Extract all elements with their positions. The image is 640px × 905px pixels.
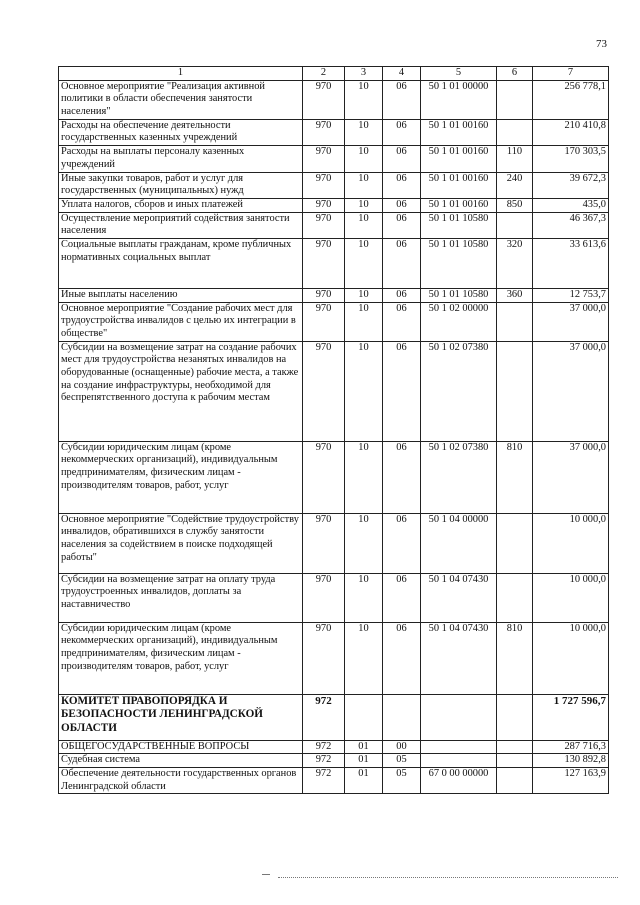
row-amount: 287 716,3 bbox=[533, 740, 609, 754]
row-subsection-code: 00 bbox=[383, 740, 421, 754]
row-name: Расходы на выплаты персоналу казенных учреждений bbox=[59, 146, 303, 172]
row-amount: 37 000,0 bbox=[533, 302, 609, 341]
table-row bbox=[59, 441, 609, 513]
row-amount: 10 000,0 bbox=[533, 573, 609, 622]
row-amount: 10 000,0 bbox=[533, 513, 609, 573]
row-name: Обеспечение деятельности государственных органов Ленинградской области bbox=[59, 768, 303, 794]
table-row bbox=[59, 740, 609, 754]
row-section-code: 10 bbox=[345, 80, 383, 119]
row-ministry-code: 972 bbox=[303, 740, 345, 754]
header-col-2: 2 bbox=[303, 67, 345, 81]
row-name: Иные закупки товаров, работ и услуг для государственных (муниципальных) нужд bbox=[59, 172, 303, 198]
row-name: Уплата налогов, сборов и иных платежей bbox=[59, 198, 303, 212]
row-section-code: 10 bbox=[345, 172, 383, 198]
row-ministry-code: 970 bbox=[303, 622, 345, 694]
row-name: Основное мероприятие "Реализация активной политики в области обеспечения занятости населения" bbox=[59, 80, 303, 119]
row-subsection-code: 06 bbox=[383, 238, 421, 288]
row-section-code: 10 bbox=[345, 288, 383, 302]
row-subsection-code: 05 bbox=[383, 754, 421, 768]
row-amount: 210 410,8 bbox=[533, 119, 609, 145]
header-col-7: 7 bbox=[533, 67, 609, 81]
row-expense-type: 810 bbox=[497, 441, 533, 513]
row-expense-type bbox=[497, 80, 533, 119]
row-name: Основное мероприятие "Создание рабочих мест для трудоустройства инвалидов с целью их интеграции в обществе" bbox=[59, 302, 303, 341]
row-subsection-code: 06 bbox=[383, 119, 421, 145]
row-target-article: 50 1 01 00160 bbox=[421, 198, 497, 212]
table-row bbox=[59, 768, 609, 794]
header-row bbox=[59, 67, 609, 81]
row-ministry-code: 970 bbox=[303, 441, 345, 513]
row-target-article: 50 1 01 00160 bbox=[421, 172, 497, 198]
row-name: Социальные выплаты гражданам, кроме публичных нормативных социальных выплат bbox=[59, 238, 303, 288]
row-target-article: 50 1 04 07430 bbox=[421, 573, 497, 622]
row-ministry-code: 970 bbox=[303, 119, 345, 145]
row-expense-type: 240 bbox=[497, 172, 533, 198]
row-target-article: 50 1 04 00000 bbox=[421, 513, 497, 573]
row-subsection-code: 06 bbox=[383, 341, 421, 441]
page-number: 73 bbox=[596, 38, 607, 50]
row-section-code: 10 bbox=[345, 238, 383, 288]
row-ministry-code: 970 bbox=[303, 198, 345, 212]
row-amount: 12 753,7 bbox=[533, 288, 609, 302]
row-section-code: 01 bbox=[345, 754, 383, 768]
table-row bbox=[59, 119, 609, 145]
row-target-article: 50 1 01 10580 bbox=[421, 212, 497, 238]
row-ministry-code: 972 bbox=[303, 768, 345, 794]
row-subsection-code: 06 bbox=[383, 622, 421, 694]
table-row bbox=[59, 146, 609, 172]
row-ministry-code: 970 bbox=[303, 80, 345, 119]
row-subsection-code: 06 bbox=[383, 212, 421, 238]
row-ministry-code: 970 bbox=[303, 302, 345, 341]
row-ministry-code: 970 bbox=[303, 212, 345, 238]
row-subsection-code: 05 bbox=[383, 768, 421, 794]
row-name: КОМИТЕТ ПРАВОПОРЯДКА И БЕЗОПАСНОСТИ ЛЕНИНГРАДСКОЙ ОБЛАСТИ bbox=[59, 694, 303, 740]
row-ministry-code: 970 bbox=[303, 288, 345, 302]
header-col-1: 1 bbox=[59, 67, 303, 81]
row-section-code: 10 bbox=[345, 341, 383, 441]
row-section-code: 10 bbox=[345, 302, 383, 341]
row-subsection-code: 06 bbox=[383, 573, 421, 622]
row-section-code: 10 bbox=[345, 513, 383, 573]
row-expense-type bbox=[497, 212, 533, 238]
bottom-mark bbox=[262, 874, 270, 875]
row-section-code: 10 bbox=[345, 198, 383, 212]
row-target-article: 50 1 02 07380 bbox=[421, 341, 497, 441]
row-subsection-code: 06 bbox=[383, 198, 421, 212]
row-target-article: 50 1 01 10580 bbox=[421, 238, 497, 288]
row-expense-type bbox=[497, 341, 533, 441]
row-amount: 435,0 bbox=[533, 198, 609, 212]
row-subsection-code: 06 bbox=[383, 146, 421, 172]
row-expense-type: 850 bbox=[497, 198, 533, 212]
row-target-article bbox=[421, 754, 497, 768]
table-row bbox=[59, 341, 609, 441]
row-target-article: 50 1 02 00000 bbox=[421, 302, 497, 341]
row-name: Субсидии на возмещение затрат на оплату труда трудоустроенных инвалидов, доплаты за наставничество bbox=[59, 573, 303, 622]
row-target-article: 50 1 01 00000 bbox=[421, 80, 497, 119]
row-subsection-code bbox=[383, 694, 421, 740]
budget-table bbox=[58, 66, 609, 794]
table-row bbox=[59, 754, 609, 768]
row-section-code: 01 bbox=[345, 740, 383, 754]
row-target-article: 50 1 01 00160 bbox=[421, 119, 497, 145]
table-row bbox=[59, 212, 609, 238]
row-ministry-code: 970 bbox=[303, 146, 345, 172]
table-row bbox=[59, 198, 609, 212]
row-amount: 46 367,3 bbox=[533, 212, 609, 238]
row-amount: 10 000,0 bbox=[533, 622, 609, 694]
row-amount: 130 892,8 bbox=[533, 754, 609, 768]
row-expense-type bbox=[497, 513, 533, 573]
row-amount: 1 727 596,7 bbox=[533, 694, 609, 740]
header-col-6: 6 bbox=[497, 67, 533, 81]
row-subsection-code: 06 bbox=[383, 513, 421, 573]
row-section-code: 10 bbox=[345, 212, 383, 238]
row-expense-type: 320 bbox=[497, 238, 533, 288]
row-target-article: 50 1 02 07380 bbox=[421, 441, 497, 513]
row-target-article: 50 1 01 00160 bbox=[421, 146, 497, 172]
row-name: Судебная система bbox=[59, 754, 303, 768]
row-subsection-code: 06 bbox=[383, 172, 421, 198]
row-expense-type bbox=[497, 740, 533, 754]
table-row bbox=[59, 172, 609, 198]
row-amount: 33 613,6 bbox=[533, 238, 609, 288]
row-expense-type: 360 bbox=[497, 288, 533, 302]
row-name: Основное мероприятие "Содействие трудоустройству инвалидов, обратившихся в службу занятости населения за содействием в поиске подходящей работы" bbox=[59, 513, 303, 573]
row-ministry-code: 970 bbox=[303, 238, 345, 288]
row-expense-type bbox=[497, 768, 533, 794]
row-amount: 37 000,0 bbox=[533, 341, 609, 441]
header-col-5: 5 bbox=[421, 67, 497, 81]
row-amount: 39 672,3 bbox=[533, 172, 609, 198]
row-ministry-code: 970 bbox=[303, 172, 345, 198]
row-subsection-code: 06 bbox=[383, 441, 421, 513]
row-name: Субсидии юридическим лицам (кроме некоммерческих организаций), индивидуальным предпринимателям, физическим лицам - производителям товаров, работ, услуг bbox=[59, 622, 303, 694]
row-amount: 170 303,5 bbox=[533, 146, 609, 172]
row-amount: 127 163,9 bbox=[533, 768, 609, 794]
row-section-code bbox=[345, 694, 383, 740]
header-col-4: 4 bbox=[383, 67, 421, 81]
bottom-line bbox=[278, 877, 618, 878]
row-expense-type bbox=[497, 119, 533, 145]
row-section-code: 10 bbox=[345, 573, 383, 622]
row-subsection-code: 06 bbox=[383, 80, 421, 119]
row-target-article: 50 1 04 07430 bbox=[421, 622, 497, 694]
row-ministry-code: 972 bbox=[303, 754, 345, 768]
row-ministry-code: 972 bbox=[303, 694, 345, 740]
row-expense-type: 110 bbox=[497, 146, 533, 172]
row-name: ОБЩЕГОСУДАРСТВЕННЫЕ ВОПРОСЫ bbox=[59, 740, 303, 754]
row-section-code: 10 bbox=[345, 119, 383, 145]
row-target-article: 50 1 01 10580 bbox=[421, 288, 497, 302]
row-target-article: 67 0 00 00000 bbox=[421, 768, 497, 794]
row-section-code: 10 bbox=[345, 622, 383, 694]
table-row bbox=[59, 694, 609, 740]
row-subsection-code: 06 bbox=[383, 302, 421, 341]
row-amount: 256 778,1 bbox=[533, 80, 609, 119]
row-name: Субсидии юридическим лицам (кроме некоммерческих организаций), индивидуальным предпринимателям, физическим лицам - производителям товаров, работ, услуг bbox=[59, 441, 303, 513]
row-expense-type: 810 bbox=[497, 622, 533, 694]
table-row bbox=[59, 573, 609, 622]
table-row bbox=[59, 622, 609, 694]
row-section-code: 01 bbox=[345, 768, 383, 794]
row-name: Иные выплаты населению bbox=[59, 288, 303, 302]
row-section-code: 10 bbox=[345, 146, 383, 172]
row-subsection-code: 06 bbox=[383, 288, 421, 302]
table-row bbox=[59, 513, 609, 573]
row-name: Расходы на обеспечение деятельности государственных казенных учреждений bbox=[59, 119, 303, 145]
row-expense-type bbox=[497, 302, 533, 341]
row-target-article bbox=[421, 740, 497, 754]
row-section-code: 10 bbox=[345, 441, 383, 513]
row-ministry-code: 970 bbox=[303, 513, 345, 573]
table-row bbox=[59, 238, 609, 288]
table-row bbox=[59, 80, 609, 119]
row-name: Субсидии на возмещение затрат на создание рабочих мест для трудоустройства незанятых инвалидов на оборудованные (оснащенные) рабочие места, а также на создание инфраструктуры, необходимой для беспрепятственного доступа к рабочим местам bbox=[59, 341, 303, 441]
row-expense-type bbox=[497, 754, 533, 768]
row-expense-type bbox=[497, 694, 533, 740]
row-name: Осуществление мероприятий содействия занятости населения bbox=[59, 212, 303, 238]
row-ministry-code: 970 bbox=[303, 341, 345, 441]
table-row bbox=[59, 302, 609, 341]
header-col-3: 3 bbox=[345, 67, 383, 81]
row-ministry-code: 970 bbox=[303, 573, 345, 622]
row-target-article bbox=[421, 694, 497, 740]
table-row bbox=[59, 288, 609, 302]
row-amount: 37 000,0 bbox=[533, 441, 609, 513]
row-expense-type bbox=[497, 573, 533, 622]
